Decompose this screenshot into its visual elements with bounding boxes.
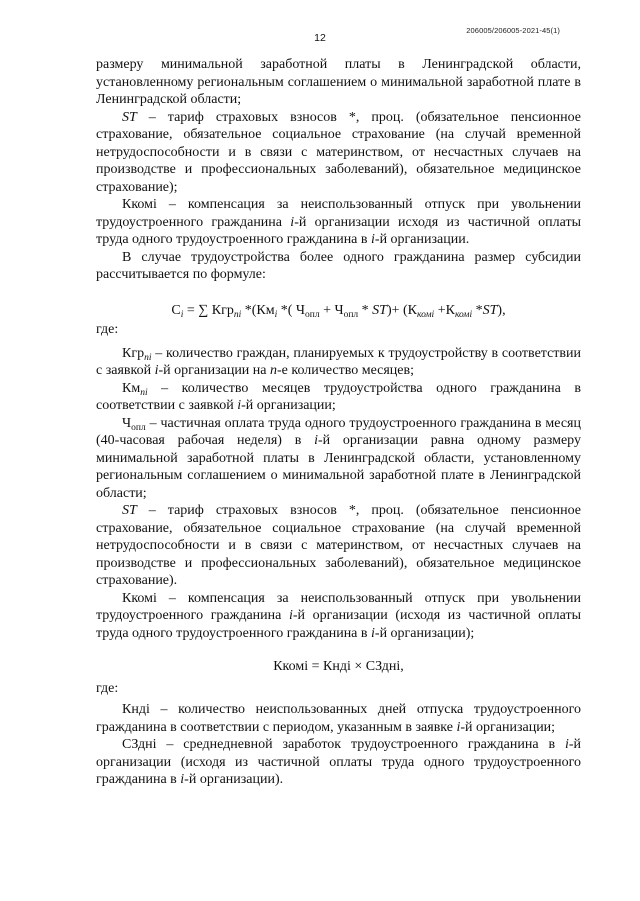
paragraph-st-definition: ST – тариф страховых взносов *, проц. (обязательное пенсионное страхование, обязательное социальное страхование (на случай временной нетрудоспособности и в связи с материнством, от несчастных случаев на производстве и профессиональных заболеваний), обязательное медицинское страхование); bbox=[96, 109, 581, 195]
paragraph-szdn-definition: СЗднi – среднедневной заработок трудоустроенного гражданина в i-й организации (исходя из частичной оплаты труда одного трудоустроенного гражданина в i-й организации). bbox=[96, 737, 581, 787]
paragraph-km-definition: $Км_{ni}$ – количество месяцев трудоустройства одного гражданина в соответствии с заявкой i-й организации; bbox=[96, 380, 581, 413]
st-symbol: ST bbox=[122, 109, 137, 125]
where-label-2: где: bbox=[96, 680, 119, 696]
paragraph-chopl-definition: $Ч_{опл}$ – частичная оплата труда одного трудоустроенного гражданина в месяц (40-часовая рабочая неделя) в i-й организации равна одному размеру минимальной заработной платы в Ленинградской области, установленному региональным соглашением о минимальной заработной плате в Ленинградской области; bbox=[96, 415, 581, 501]
paragraph-knd-definition: Кндi – количество неиспользованных дней отпуска трудоустроенного гражданина в соответствии с периодом, указанным в заявке i-й организации; bbox=[96, 702, 581, 735]
paragraph-st-definition-2: ST – тариф страховых взносов *, проц. (обязательное пенсионное страхование, обязательное социальное страхование (на случай временной нетрудоспособности и в связи с материнством, от несчастных случаев на производстве и профессиональных заболеваний), обязательное медицинское страхование). bbox=[96, 503, 581, 588]
paragraph-kkom-definition: Ккомi – компенсация за неиспользованный отпуск при увольнении трудоустроенного гражданина i-й организации исходя из частичной оплаты труда одного трудоустроенного гражданина в i-й организации. bbox=[96, 197, 582, 247]
paragraph-formula-intro: В случае трудоустройства более одного гражданина размер субсидии рассчитывается по формуле: bbox=[96, 249, 581, 282]
formula-subsidy: $С_i$ = ∑ Кгр$_{ni}$ $*(Км_i$ *( $Ч_{опл} + Ч_{опл} * ST)+ (К_{комi} +К_{комi}$ *ST), bbox=[171, 302, 506, 320]
where-label-1: где: bbox=[96, 322, 119, 337]
paragraph-kgr-definition: Кгр$_{ni}$ – количество граждан, планируемых к трудоустройству в соответствии с заявкой i-й организации на n-е количество месяцев; bbox=[96, 345, 581, 378]
paragraph-kkom-definition-2: Ккомi – компенсация за неиспользованный отпуск при увольнении трудоустроенного гражданина i-й организации (исходя из частичной оплаты труда одного трудоустроенного гражданина в i-й организации); bbox=[96, 590, 581, 641]
page-number: 12 bbox=[314, 32, 326, 44]
document-body bbox=[96, 56, 581, 789]
document-id: 206005/206005-2021-45(1) bbox=[466, 26, 560, 35]
formula-kkom: Ккомi = Кндi × СЗднi, bbox=[273, 659, 404, 674]
paragraph-1: размеру минимальной заработной платы в Ленинградской области, установленному региональным соглашением о минимальной заработной плате в Ленинградской области; bbox=[96, 57, 581, 107]
